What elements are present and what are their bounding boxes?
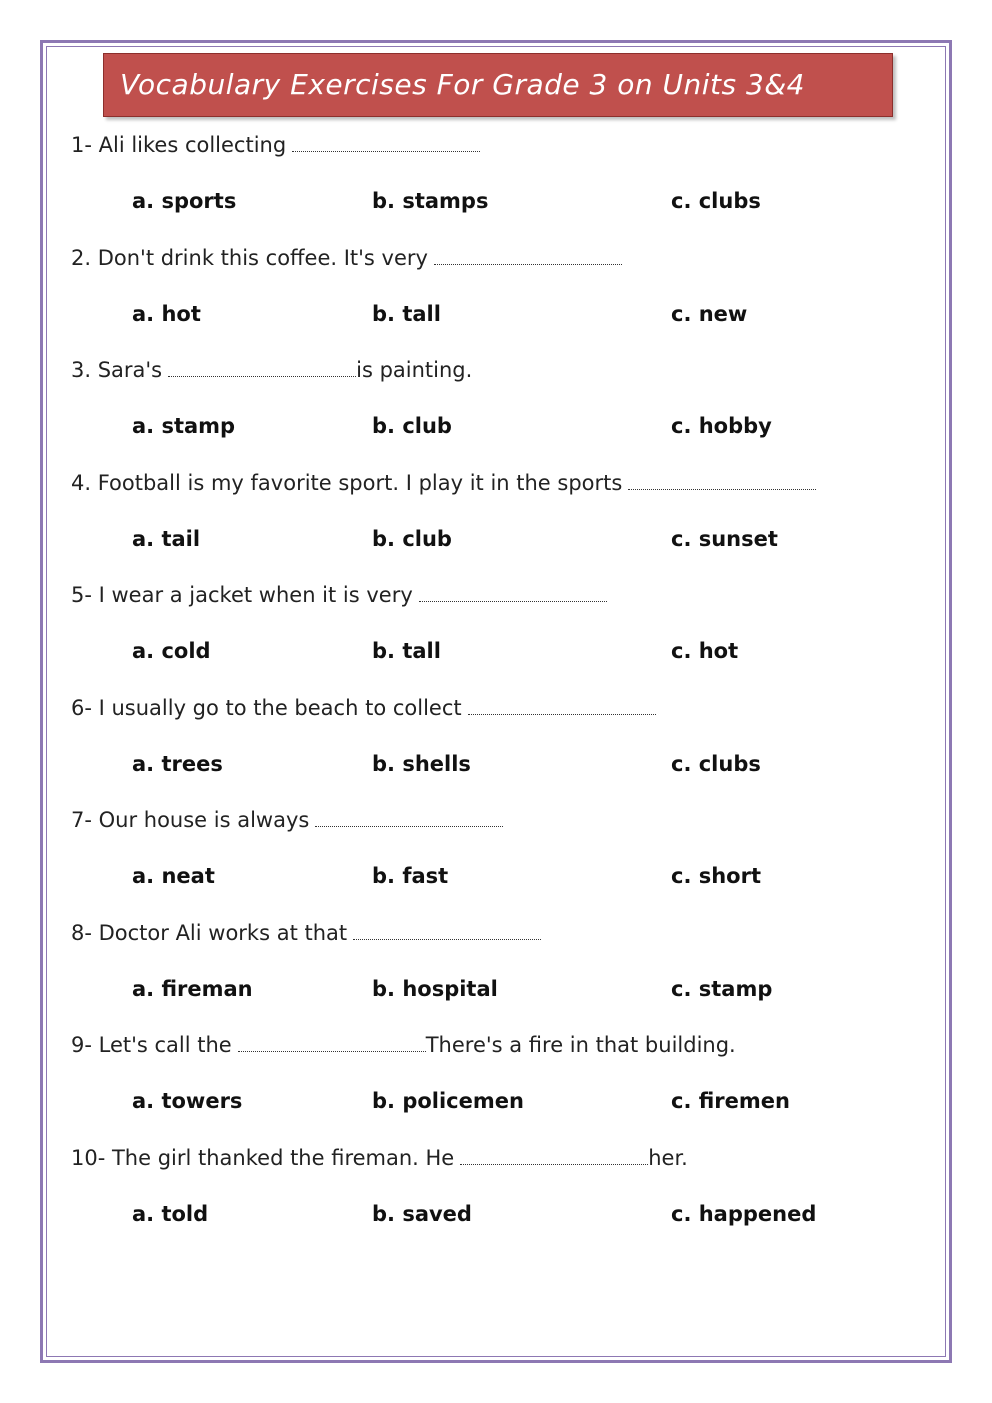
- answer-options: [132, 747, 912, 781]
- question-text: 9- Let's call the: [71, 1033, 232, 1057]
- option-a[interactable]: a. trees: [132, 751, 223, 776]
- answer-blank[interactable]: [434, 244, 622, 265]
- option-c[interactable]: c. happened: [671, 1201, 817, 1226]
- question-3: [71, 351, 921, 464]
- option-b[interactable]: b. saved: [372, 1201, 472, 1226]
- answer-blank[interactable]: [460, 1144, 648, 1165]
- question-text: 10- The girl thanked the fireman. He: [71, 1145, 455, 1170]
- question-1: [71, 126, 921, 239]
- question-stem: [71, 241, 624, 275]
- answer-blank[interactable]: [315, 806, 503, 827]
- option-c[interactable]: c. hobby: [671, 414, 772, 438]
- question-text-after: her.: [648, 1145, 688, 1170]
- answer-options: [132, 409, 912, 443]
- question-text-after: There's a fire in that building.: [425, 1033, 736, 1057]
- option-c[interactable]: c. stamp: [671, 976, 773, 1001]
- option-b[interactable]: b. stamps: [372, 189, 489, 213]
- option-a[interactable]: a. fireman: [132, 976, 253, 1001]
- answer-options: [132, 297, 912, 331]
- question-stem: [71, 128, 482, 162]
- question-stem: [71, 803, 505, 837]
- option-b[interactable]: b. policemen: [372, 1089, 524, 1113]
- question-stem: [71, 916, 543, 950]
- question-text: 6- I usually go to the beach to collect: [71, 695, 462, 720]
- question-text: 1- Ali likes collecting: [71, 133, 287, 157]
- question-4: [71, 464, 921, 577]
- question-stem: [71, 578, 609, 612]
- worksheet-title: Vocabulary Exercises For Grade 3 on Units 3&4: [120, 68, 805, 101]
- answer-options: [132, 1197, 912, 1231]
- question-10: [71, 1139, 921, 1252]
- option-b[interactable]: b. tall: [372, 301, 441, 326]
- answer-options: [132, 634, 912, 668]
- answer-blank[interactable]: [168, 356, 356, 377]
- question-stem: [71, 691, 658, 725]
- option-c[interactable]: c. hot: [671, 639, 739, 663]
- option-c[interactable]: c. clubs: [671, 189, 761, 213]
- question-6: [71, 689, 921, 802]
- option-c[interactable]: c. new: [671, 301, 748, 326]
- answer-options: [132, 972, 912, 1006]
- answer-options: [132, 184, 912, 218]
- answer-options: [132, 859, 912, 893]
- option-b[interactable]: b. fast: [372, 864, 449, 888]
- option-b[interactable]: b. club: [372, 526, 452, 551]
- answer-blank[interactable]: [292, 131, 480, 152]
- option-c[interactable]: c. firemen: [671, 1089, 790, 1113]
- question-text: 4. Football is my favorite sport. I play it in the sports: [71, 470, 623, 495]
- option-a[interactable]: a. towers: [132, 1089, 243, 1113]
- question-text: 5- I wear a jacket when it is very: [71, 583, 413, 607]
- question-stem: [71, 466, 818, 500]
- option-b[interactable]: b. club: [372, 414, 452, 438]
- question-5: [71, 576, 921, 689]
- answer-options: [132, 522, 912, 556]
- option-a[interactable]: a. neat: [132, 864, 215, 888]
- option-c[interactable]: c. sunset: [671, 526, 778, 551]
- answer-blank[interactable]: [353, 919, 541, 940]
- question-stem: [71, 1028, 736, 1062]
- question-text: 2. Don't drink this coffee. It's very: [71, 245, 428, 270]
- question-7: [71, 801, 921, 914]
- answer-options: [132, 1084, 912, 1118]
- option-a[interactable]: a. stamp: [132, 414, 236, 438]
- option-c[interactable]: c. short: [671, 864, 762, 888]
- title-banner: [103, 53, 893, 117]
- question-text: 3. Sara's: [71, 358, 163, 382]
- option-b[interactable]: b. hospital: [372, 976, 498, 1001]
- option-b[interactable]: b. shells: [372, 751, 471, 776]
- question-text: 7- Our house is always: [71, 808, 310, 832]
- answer-blank[interactable]: [628, 469, 816, 490]
- option-a[interactable]: a. told: [132, 1201, 209, 1226]
- answer-blank[interactable]: [238, 1031, 426, 1052]
- question-9: [71, 1026, 921, 1139]
- option-c[interactable]: c. clubs: [671, 751, 761, 776]
- option-a[interactable]: a. cold: [132, 639, 211, 663]
- question-stem: [71, 353, 472, 387]
- question-text-after: is painting.: [356, 358, 473, 382]
- answer-blank[interactable]: [468, 694, 656, 715]
- option-a[interactable]: a. hot: [132, 301, 201, 326]
- question-stem: [71, 1141, 688, 1175]
- question-2: [71, 239, 921, 352]
- question-8: [71, 914, 921, 1027]
- question-list: [71, 126, 921, 1251]
- question-text: 8- Doctor Ali works at that: [71, 920, 348, 945]
- answer-blank[interactable]: [419, 581, 607, 602]
- option-b[interactable]: b. tall: [372, 639, 441, 663]
- option-a[interactable]: a. tail: [132, 526, 201, 551]
- option-a[interactable]: a. sports: [132, 189, 237, 213]
